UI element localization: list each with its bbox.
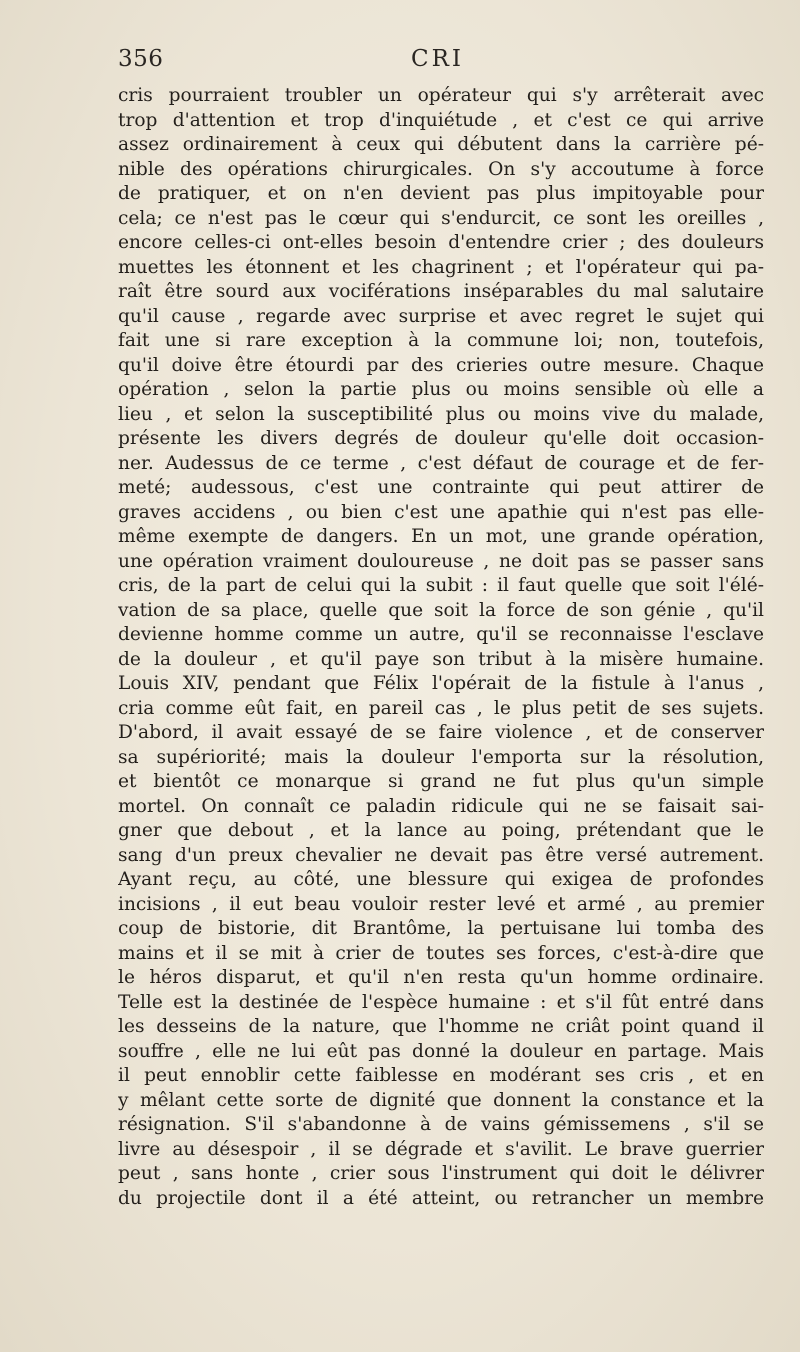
- running-head: CRI: [411, 46, 465, 72]
- text-line: vation de sa place, quelle que soit la force de son génie , qu'il: [118, 599, 764, 621]
- text-line: les desseins de la nature, que l'homme ne criât point quand il: [118, 1016, 764, 1037]
- text-line: présente les divers degrés de douleur qu'elle doit occasion-: [118, 428, 764, 449]
- text-line: cris pourraient troubler un opérateur qui s'y arrêterait avec: [118, 85, 764, 106]
- text-line: cria comme eût fait, en pareil cas , le plus petit de ses sujets.: [118, 697, 764, 719]
- text-line: Telle est la destinée de l'espèce humaine : et s'il fût entré dans: [118, 991, 764, 1013]
- text-line: raît être sourd aux vociférations inséparables du mal salutaire: [118, 281, 764, 302]
- text-line: qu'il doive être étourdi par des crieries outre mesure. Chaque: [118, 354, 764, 376]
- text-line: même exempte de dangers. En un mot, une grande opération,: [118, 526, 764, 547]
- text-line: muettes les étonnent et les chagrinent ; et l'opérateur qui pa-: [118, 256, 764, 278]
- text-line: y mêlant cette sorte de dignité que donnent la constance et la: [118, 1089, 764, 1111]
- text-line: une opération vraiment douloureuse , ne doit pas se passer sans: [118, 550, 764, 572]
- text-line: le héros disparut, et qu'il n'en resta qu'un homme ordinaire.: [118, 967, 764, 988]
- text-line: incisions , il eut beau vouloir rester levé et armé , au premier: [118, 893, 764, 915]
- text-line: graves accidens , ou bien c'est une apathie qui n'est pas elle-: [118, 501, 764, 523]
- text-line: gner que debout , et la lance au poing, prétendant que le: [118, 820, 764, 841]
- text-line: assez ordinairement à ceux qui débutent dans la carrière pé-: [118, 134, 764, 155]
- page-header: [118, 46, 764, 80]
- text-line: mains et il se mit à crier de toutes ses forces, c'est-à-dire que: [118, 942, 764, 964]
- text-line: nible des opérations chirurgicales. On s'y accoutume à force: [118, 158, 764, 180]
- text-line: opération , selon la partie plus ou moins sensible où elle a: [118, 379, 764, 400]
- text-line: encore celles-ci ont-elles besoin d'entendre crier ; des douleurs: [118, 232, 764, 253]
- text-line: de pratiquer, et on n'en devient pas plus impitoyable pour: [118, 183, 764, 204]
- text-line: D'abord, il avait essayé de se faire violence , et de conserver: [118, 722, 764, 743]
- text-line: Ayant reçu, au côté, une blessure qui exigea de profondes: [118, 869, 764, 890]
- text-line: coup de bistorie, dit Brantôme, la pertuisane lui tomba des: [118, 918, 764, 939]
- text-line: devienne homme comme un autre, qu'il se reconnaisse l'esclave: [118, 624, 764, 645]
- text-line: lieu , et selon la susceptibilité plus ou moins vive du malade,: [118, 403, 764, 425]
- text-line: cris, de la part de celui qui la subit : il faut quelle que soit l'élé-: [118, 575, 764, 596]
- text-line: cela; ce n'est pas le cœur qui s'endurcit, ce sont les oreilles ,: [118, 207, 764, 229]
- text-line: Louis XIV, pendant que Félix l'opérait de la fistule à l'anus ,: [118, 673, 764, 694]
- text-line: fait une si rare exception à la commune loi; non, toutefois,: [118, 330, 764, 351]
- text-line: souffre , elle ne lui eût pas donné la douleur en partage. Mais: [118, 1040, 764, 1062]
- body-text: [118, 84, 764, 1211]
- text-line: il peut ennoblir cette faiblesse en modérant ses cris , et en: [118, 1065, 764, 1086]
- page-number: 356: [118, 46, 164, 72]
- text-line: du projectile dont il a été atteint, ou retrancher un membre: [118, 1187, 764, 1209]
- text-line: de la douleur , et qu'il paye son tribut à la misère humaine.: [118, 648, 764, 670]
- text-line: résignation. S'il s'abandonne à de vains gémissemens , s'il se: [118, 1114, 764, 1135]
- text-line: meté; audessous, c'est une contrainte qui peut attirer de: [118, 477, 764, 498]
- text-line: ner. Audessus de ce terme , c'est défaut de courage et de fer-: [118, 452, 764, 474]
- text-line: sa supériorité; mais la douleur l'emporta sur la résolution,: [118, 746, 764, 768]
- text-line: trop d'attention et trop d'inquiétude , et c'est ce qui arrive: [118, 109, 764, 131]
- text-line: sang d'un preux chevalier ne devait pas être versé autrement.: [118, 844, 764, 866]
- text-line: mortel. On connaît ce paladin ridicule qui ne se faisait sai-: [118, 795, 764, 817]
- text-line: livre au désespoir , il se dégrade et s'avilit. Le brave guerrier: [118, 1138, 764, 1160]
- text-line: peut , sans honte , crier sous l'instrument qui doit le délivrer: [118, 1163, 764, 1184]
- text-line: qu'il cause , regarde avec surprise et avec regret le sujet qui: [118, 305, 764, 327]
- text-line: et bientôt ce monarque si grand ne fut plus qu'un simple: [118, 771, 764, 792]
